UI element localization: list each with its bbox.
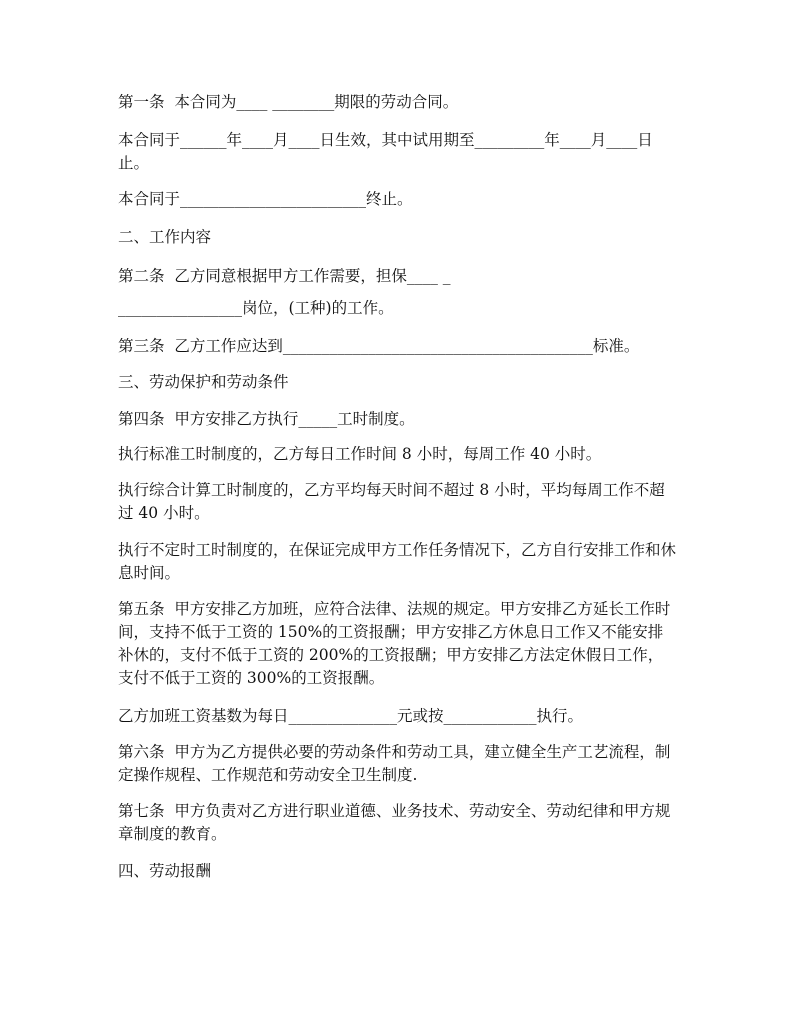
article-7: 第七条 甲方负责对乙方进行职业道德、业务技术、劳动安全、劳动纪律和甲方规章制度的教育。 — [118, 802, 671, 843]
article-5: 第五条 甲方安排乙方加班，应符合法律、法规的规定。甲方安排乙方延长工作时间，支持不低于工资的 150%的工资报酬；甲方安排乙方休息日工作又不能安排补休的，支付不低于工资的 200%的工资报酬；甲方安排乙方法定休假日工作，支付不低于工资的 300%的工资报酬。 — [118, 600, 671, 687]
article-2-continued: ________________岗位，(工种)的工作。 — [118, 299, 394, 317]
overtime-base: 乙方加班工资基数为每日______________元或按____________执行。 — [118, 707, 584, 725]
flexible-hours: 执行不定时工时制度的，在保证完成甲方工作任务情况下，乙方自行安排工作和休息时间。 — [118, 541, 677, 582]
contract-effective-date: 本合同于______年____月____日生效，其中试用期至_________年____月____日止。 — [118, 131, 653, 172]
standard-hours: 执行标准工时制度的，乙方每日工作时间 8 小时，每周工作 40 小时。 — [118, 445, 602, 463]
section-4-heading: 四、劳动报酬 — [118, 862, 212, 880]
article-4: 第四条 甲方安排乙方执行_____工时制度。 — [118, 410, 415, 428]
article-3: 第三条 乙方工作应达到________________________________________标准。 — [118, 337, 640, 355]
section-2-heading: 二、工作内容 — [118, 228, 212, 246]
contract-termination-date: 本合同于________________________终止。 — [118, 190, 413, 208]
article-2: 第二条 乙方同意根据甲方工作需要，担保____ _ — [118, 267, 451, 285]
comprehensive-hours: 执行综合计算工时制度的，乙方平均每天时间不超过 8 小时，平均每周工作不超过 40 小时。 — [118, 481, 665, 522]
article-1: 第一条 本合同为____ ________期限的劳动合同。 — [118, 93, 459, 111]
article-6: 第六条 甲方为乙方提供必要的劳动条件和劳动工具，建立健全生产工艺流程，制定操作规程、工作规范和劳动安全卫生制度. — [118, 743, 671, 784]
section-3-heading: 三、劳动保护和劳动条件 — [118, 373, 289, 391]
